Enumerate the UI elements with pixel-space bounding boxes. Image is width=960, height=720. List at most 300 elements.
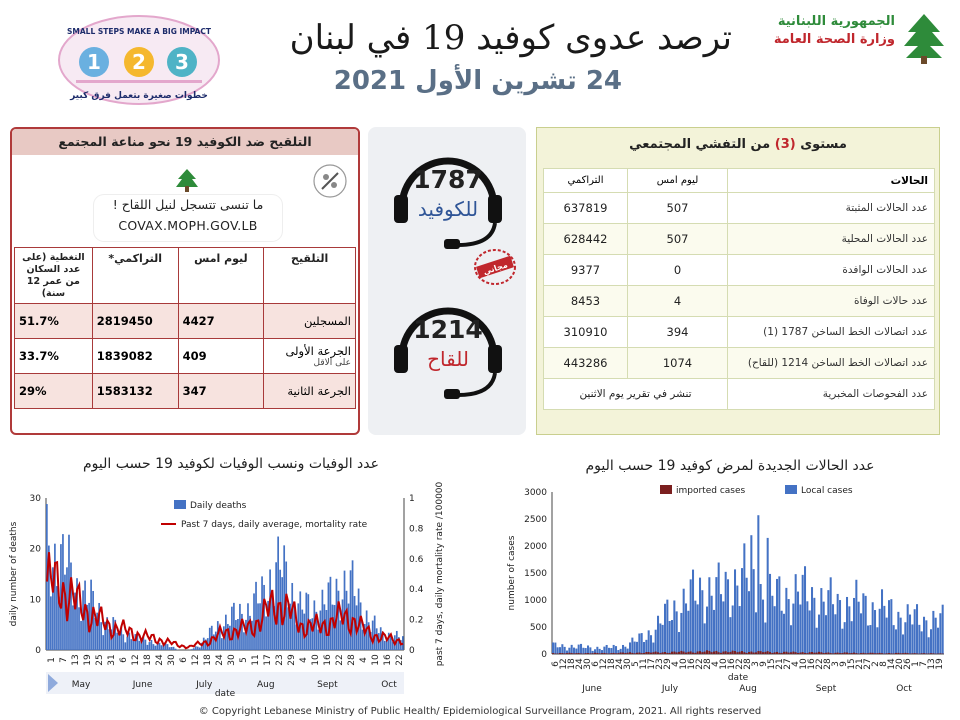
footer-copyright: © Copyright Lebanese Ministry of Public Health/ Epidemiological Surveillance Program, 2021. All rights reserved (198, 706, 762, 717)
cell-label: عدد الفحوصات المخبرية (728, 379, 935, 410)
imported-cases-bar (816, 653, 818, 654)
local-cases-bar (720, 594, 722, 654)
local-cases-bar (893, 625, 895, 654)
local-cases-bar (834, 614, 836, 654)
x-tick-label: 6 (179, 657, 189, 663)
cell-cumulative: 637819 (544, 193, 628, 224)
x-tick-label: 6 (551, 661, 561, 667)
x-tick-label: 16 (323, 654, 333, 666)
x-tick-label: 7 (59, 657, 69, 663)
local-cases-bar (762, 600, 764, 654)
local-cases-bar (918, 625, 920, 654)
x-tick-label: 24 (155, 654, 165, 666)
imported-cases-bar (571, 653, 573, 654)
deaths-bar (56, 586, 58, 650)
local-cases-bar (795, 574, 797, 654)
imported-cases-bar (641, 653, 643, 654)
deaths-bar (344, 571, 346, 650)
x-tick-label: 12 (599, 658, 609, 670)
cell-cumulative: 1583132 (92, 374, 178, 409)
imported-cases-bar (778, 653, 780, 654)
imported-cases-bar (694, 653, 696, 654)
local-cases-bar (704, 623, 706, 654)
deaths-bar (126, 636, 128, 650)
deaths-bar (132, 640, 134, 650)
local-cases-bar (680, 613, 682, 654)
imported-cases-bar (720, 653, 722, 654)
y-tick-label: 20 (29, 544, 41, 555)
imported-cases-bar (746, 653, 748, 654)
deaths-chart (6, 480, 456, 698)
imported-cases-bar (923, 653, 925, 654)
local-cases-bar (876, 627, 878, 654)
local-cases-bar (596, 647, 598, 654)
deaths-bar (372, 621, 374, 650)
deaths-bar (139, 641, 141, 650)
imported-cases-bar (879, 653, 881, 654)
local-cases-bar (662, 625, 664, 654)
local-cases-bar (641, 633, 643, 654)
local-cases-bar (816, 628, 818, 654)
x-tick-label: 10 (371, 654, 381, 666)
legend-label-deaths: Daily deaths (190, 501, 247, 511)
x-tick-label: 22 (395, 654, 405, 666)
local-cases-bar (557, 647, 559, 654)
x-month-label: June (132, 680, 153, 690)
deaths-bar (130, 639, 132, 650)
deaths-bar (318, 630, 320, 650)
local-cases-bar (904, 622, 906, 654)
free-stamp-icon (472, 247, 518, 287)
local-cases-bar (732, 605, 734, 654)
x-tick-label: 16 (383, 654, 393, 666)
imported-cases-bar (860, 653, 862, 654)
imported-cases-bar (792, 652, 794, 654)
deaths-bar (147, 645, 149, 650)
local-cases-bar (778, 576, 780, 654)
imported-cases-bar (603, 653, 605, 654)
deaths-bar (151, 640, 153, 650)
deaths-bar (197, 647, 199, 650)
deaths-bar (265, 616, 267, 650)
local-cases-bar (809, 610, 811, 654)
local-cases-bar (746, 578, 748, 654)
imported-cases-bar (874, 653, 876, 654)
local-cases-bar (664, 604, 666, 654)
imported-cases-bar (930, 653, 932, 654)
cases-chart-title: عدد الحالات الجديدة لمرض كوفيد 19 حسب اليوم (585, 458, 875, 474)
spread-level: (3) (774, 137, 796, 152)
deaths-bar (374, 616, 376, 650)
local-cases-bar (648, 630, 650, 654)
imported-cases-bar (657, 652, 659, 654)
campaign-banner: SMALL STEPS MAKE A BIG IMPACT (67, 27, 211, 36)
x-axis-label: date (727, 673, 749, 683)
imported-cases-bar (629, 652, 631, 654)
imported-cases-bar (753, 652, 755, 654)
imported-cases-bar (785, 652, 787, 654)
local-cases-bar (823, 602, 825, 654)
imported-cases-bar (634, 653, 636, 654)
imported-cases-bar (748, 652, 750, 654)
deaths-bar (116, 633, 118, 650)
imported-cases-bar (736, 652, 738, 654)
local-cases-bar (874, 610, 876, 654)
cell-label: الجرعة الثانية (264, 374, 356, 409)
x-month-label: July (661, 684, 679, 694)
virus-icon (312, 163, 348, 199)
imported-cases-bar (755, 652, 757, 654)
local-cases-bar (671, 620, 673, 654)
cell-yesterday: 1074 (628, 348, 728, 379)
local-cases-bar (683, 589, 685, 654)
x-tick-label: 30 (623, 658, 633, 670)
local-cases-bar (792, 604, 794, 654)
x-tick-label: 21 (855, 658, 865, 670)
y-axis-label: number of cases (507, 535, 517, 611)
local-cases-bar (909, 615, 911, 654)
local-cases-bar (830, 577, 832, 654)
deaths-bar (311, 618, 313, 650)
imported-cases-bar (708, 651, 710, 654)
deaths-bar (195, 646, 197, 650)
imported-cases-bar (620, 652, 622, 654)
x-tick-label: 22 (735, 658, 745, 670)
x-tick-label: 19 (935, 658, 945, 670)
cell-label: عدد الحالات المثبتة (728, 193, 935, 224)
imported-cases-bar (573, 653, 575, 654)
local-cases-bar (743, 543, 745, 654)
cell-cumulative: 310910 (544, 317, 628, 348)
imported-cases-bar (743, 652, 745, 654)
local-cases-bar (785, 588, 787, 654)
local-cases-bar (858, 602, 860, 654)
x-tick-label: 5 (239, 657, 249, 663)
local-cases-bar (561, 644, 563, 654)
local-cases-bar (701, 590, 703, 654)
imported-cases-bar (806, 653, 808, 654)
x-tick-label: 16 (687, 658, 697, 670)
imported-cases-bar (783, 652, 785, 654)
imported-cases-bar (627, 653, 629, 654)
imported-cases-bar (897, 653, 899, 654)
y-tick-label-right: 0.8 (409, 524, 424, 535)
table-row (15, 374, 356, 409)
local-cases-bar (659, 623, 661, 654)
local-cases-bar (559, 647, 561, 654)
x-tick-label: 24 (575, 658, 585, 670)
imported-cases-bar (876, 653, 878, 654)
local-cases-bar (902, 634, 904, 654)
deaths-bar (102, 635, 104, 650)
deaths-bar (167, 644, 169, 650)
x-tick-label: 31 (107, 654, 117, 666)
local-cases-bar (888, 600, 890, 654)
col-vaccination: التلقيح (264, 248, 356, 304)
x-month-label: Oct (896, 684, 912, 694)
imported-cases-bar (820, 652, 822, 654)
deaths-bar (305, 593, 307, 650)
title-prefix: مستوى (800, 137, 847, 152)
local-cases-bar (883, 606, 885, 654)
local-cases-bar (582, 648, 584, 654)
col-cumulative: التراكمي* (92, 248, 178, 304)
cell-label: عدد اتصالات الخط الساخن 1787 (1) (728, 317, 935, 348)
local-cases-bar (895, 629, 897, 654)
y-tick-label: 500 (529, 623, 547, 633)
imported-cases-bar (652, 652, 654, 654)
local-cases-bar (750, 535, 752, 654)
local-cases-bar (767, 538, 769, 654)
x-tick-label: 10 (679, 658, 689, 670)
deaths-bar (299, 591, 301, 650)
imported-cases-bar (781, 653, 783, 654)
x-tick-label: 30 (227, 654, 237, 666)
x-tick-label: 13 (71, 654, 81, 666)
x-tick-label: 23 (655, 658, 665, 670)
vaccine-hotline-label: للقاح (427, 347, 469, 371)
vaccine-hotline-number: 1214 (413, 315, 483, 344)
deaths-bar (330, 577, 332, 650)
imported-cases-bar (680, 651, 682, 654)
imported-cases-bar (704, 652, 706, 654)
cell-coverage: 51.7% (15, 304, 93, 339)
x-tick-label: 24 (615, 658, 625, 670)
x-tick-label: 25 (95, 654, 105, 666)
local-cases-bar (587, 645, 589, 654)
ministry-line-1: الجمهورية اللبنانية (777, 14, 895, 29)
local-cases-bar (645, 640, 647, 654)
imported-cases-bar (914, 653, 916, 654)
deaths-bar (72, 605, 74, 650)
cell-label: عدد اتصالات الخط الساخن 1214 (للقاح) (728, 348, 935, 379)
imported-cases-bar (596, 653, 598, 654)
local-cases-bar (764, 623, 766, 654)
x-month-label: Sept (815, 684, 837, 694)
imported-cases-bar (848, 653, 850, 654)
local-cases-bar (676, 611, 678, 654)
imported-cases-bar (643, 653, 645, 654)
local-cases-bar (928, 637, 930, 654)
imported-cases-bar (697, 651, 699, 654)
imported-cases-bar (767, 651, 769, 654)
y-tick-label-right: 0.2 (409, 615, 424, 626)
deaths-bar (362, 630, 364, 650)
local-cases-bar (589, 647, 591, 654)
x-tick-label: 28 (823, 658, 833, 670)
imported-cases-bar (867, 653, 869, 654)
imported-cases-bar (928, 653, 930, 654)
imported-cases-bar (729, 652, 731, 654)
deaths-bar (171, 647, 173, 650)
x-tick-label: 7 (919, 661, 929, 667)
imported-cases-bar (911, 653, 913, 654)
deaths-bar (328, 582, 330, 650)
local-cases-bar (552, 642, 554, 654)
local-cases-bar (839, 600, 841, 654)
x-tick-label: 10 (799, 658, 809, 670)
imported-cases-bar (715, 651, 717, 654)
vaccination-panel (10, 127, 360, 435)
local-cases-bar (806, 601, 808, 654)
imported-cases-bar (893, 653, 895, 654)
imported-cases-bar (580, 653, 582, 654)
local-cases-bar (872, 602, 874, 654)
registration-url[interactable]: COVAX.MOPH.GOV.LB (118, 218, 258, 233)
imported-cases-bar (589, 653, 591, 654)
deaths-bar (255, 582, 257, 650)
imported-cases-bar (722, 652, 724, 654)
local-cases-bar (636, 642, 638, 654)
table-row (544, 379, 935, 410)
deaths-bar (233, 603, 235, 650)
imported-cases-bar (610, 653, 612, 654)
imported-cases-bar (727, 652, 729, 654)
imported-cases-bar (650, 653, 652, 654)
deaths-bar (80, 621, 82, 650)
cell-label: المسجلين (264, 304, 356, 339)
deaths-bar (173, 647, 175, 650)
imported-cases-bar (690, 651, 692, 654)
imported-cases-bar (592, 653, 594, 654)
cell-cumulative: 628442 (544, 224, 628, 255)
community-spread-title (537, 132, 939, 158)
deaths-bar (360, 602, 362, 650)
local-cases-bar (930, 629, 932, 654)
local-cases-bar (832, 604, 834, 654)
local-cases-bar (788, 599, 790, 654)
page-title: ترصد عدوى كوفيد 19 في لبنان (289, 18, 732, 58)
local-cases-bar (706, 607, 708, 654)
y-tick-label-right: 1 (409, 494, 415, 504)
x-tick-label: 4 (671, 661, 681, 667)
imported-cases-bar (552, 653, 554, 654)
deaths-bar (149, 642, 151, 650)
imported-cases-bar (713, 652, 715, 654)
table-row (544, 255, 935, 286)
local-cases-bar (655, 630, 657, 654)
local-cases-bar (783, 614, 785, 654)
x-tick-label: 17 (647, 658, 657, 670)
deaths-bar (231, 607, 233, 650)
community-spread-panel (536, 127, 940, 435)
imported-cases-bar (578, 653, 580, 654)
x-tick-label: 9 (759, 661, 769, 667)
local-cases-bar (799, 605, 801, 654)
x-month-label: Aug (739, 684, 757, 694)
deaths-bar (122, 634, 124, 650)
x-tick-label: 14 (887, 658, 897, 670)
imported-cases-bar (664, 652, 666, 654)
header (0, 0, 960, 118)
imported-cases-bar (790, 652, 792, 654)
deaths-bar (283, 545, 285, 650)
local-cases-bar (881, 589, 883, 654)
deaths-bar (50, 596, 52, 650)
local-cases-bar (937, 628, 939, 654)
legend-swatch-imported (660, 485, 672, 494)
local-cases-bar (916, 604, 918, 654)
local-cases-bar (774, 606, 776, 654)
imported-cases-bar (853, 653, 855, 654)
deaths-bar (253, 593, 255, 650)
deaths-bar (332, 605, 334, 650)
x-tick-label: 5 (631, 661, 641, 667)
local-cases-bar (757, 515, 759, 654)
y-tick-label: 10 (29, 595, 41, 606)
ministry-line-2: وزارة الصحة العامة (773, 32, 895, 47)
x-tick-label: 4 (791, 661, 801, 667)
x-tick-label: 18 (143, 654, 153, 666)
imported-cases-bar (601, 653, 603, 654)
imported-cases-bar (841, 653, 843, 654)
local-cases-bar (837, 594, 839, 654)
imported-cases-bar (804, 653, 806, 654)
x-tick-label: 4 (299, 657, 309, 663)
cell-cumulative: 2819450 (92, 304, 178, 339)
cell-yesterday: 347 (178, 374, 264, 409)
local-cases-bar (736, 586, 738, 654)
y-tick-label: 0 (541, 650, 547, 660)
x-tick-label: 29 (287, 654, 297, 666)
imported-cases-bar (706, 650, 708, 654)
x-tick-label: 20 (895, 658, 905, 670)
y-tick-label: 2500 (524, 515, 547, 525)
deaths-bar (338, 591, 340, 650)
cell-label: الجرعة الأولى على الاقل (264, 339, 356, 374)
local-cases-bar (692, 570, 694, 654)
x-tick-label: 17 (263, 654, 273, 666)
imported-cases-bar (594, 653, 596, 654)
col-yesterday: ليوم امس (178, 248, 264, 304)
x-tick-label: 15 (767, 658, 777, 670)
imported-cases-bar (638, 652, 640, 654)
imported-cases-bar (760, 651, 762, 654)
imported-cases-bar (886, 653, 888, 654)
imported-cases-bar (890, 653, 892, 654)
cedar-small-icon (172, 167, 202, 195)
local-cases-bar (855, 580, 857, 654)
imported-cases-bar (827, 652, 829, 654)
x-tick-label: 11 (251, 654, 261, 666)
local-cases-bar (811, 587, 813, 654)
x-tick-label: 12 (131, 654, 141, 666)
legend-label-local: Local cases (801, 486, 853, 496)
imported-cases-bar (881, 653, 883, 654)
cell-cumulative: 1839082 (92, 339, 178, 374)
imported-cases-bar (818, 652, 820, 654)
imported-cases-bar (622, 653, 624, 654)
local-cases-bar (818, 615, 820, 654)
local-cases-bar (708, 577, 710, 654)
covid-hotline-number: 1787 (413, 165, 483, 194)
deaths-bar (384, 641, 386, 650)
deaths-bar (340, 620, 342, 650)
imported-cases-bar (568, 653, 570, 654)
deaths-bar (128, 633, 130, 650)
imported-cases-bar (725, 651, 727, 654)
local-cases-bar (804, 566, 806, 654)
svg-text:3: 3 (175, 50, 189, 74)
campaign-subtitle: خطوات صغيرة بتعمل فرق كبير (70, 91, 208, 101)
deaths-bar (221, 638, 223, 650)
table-row (544, 286, 935, 317)
imported-cases-bar (711, 652, 713, 654)
local-cases-bar (900, 618, 902, 654)
cell-coverage: 33.7% (15, 339, 93, 374)
local-cases-bar (613, 645, 615, 654)
imported-cases-bar (939, 653, 941, 654)
